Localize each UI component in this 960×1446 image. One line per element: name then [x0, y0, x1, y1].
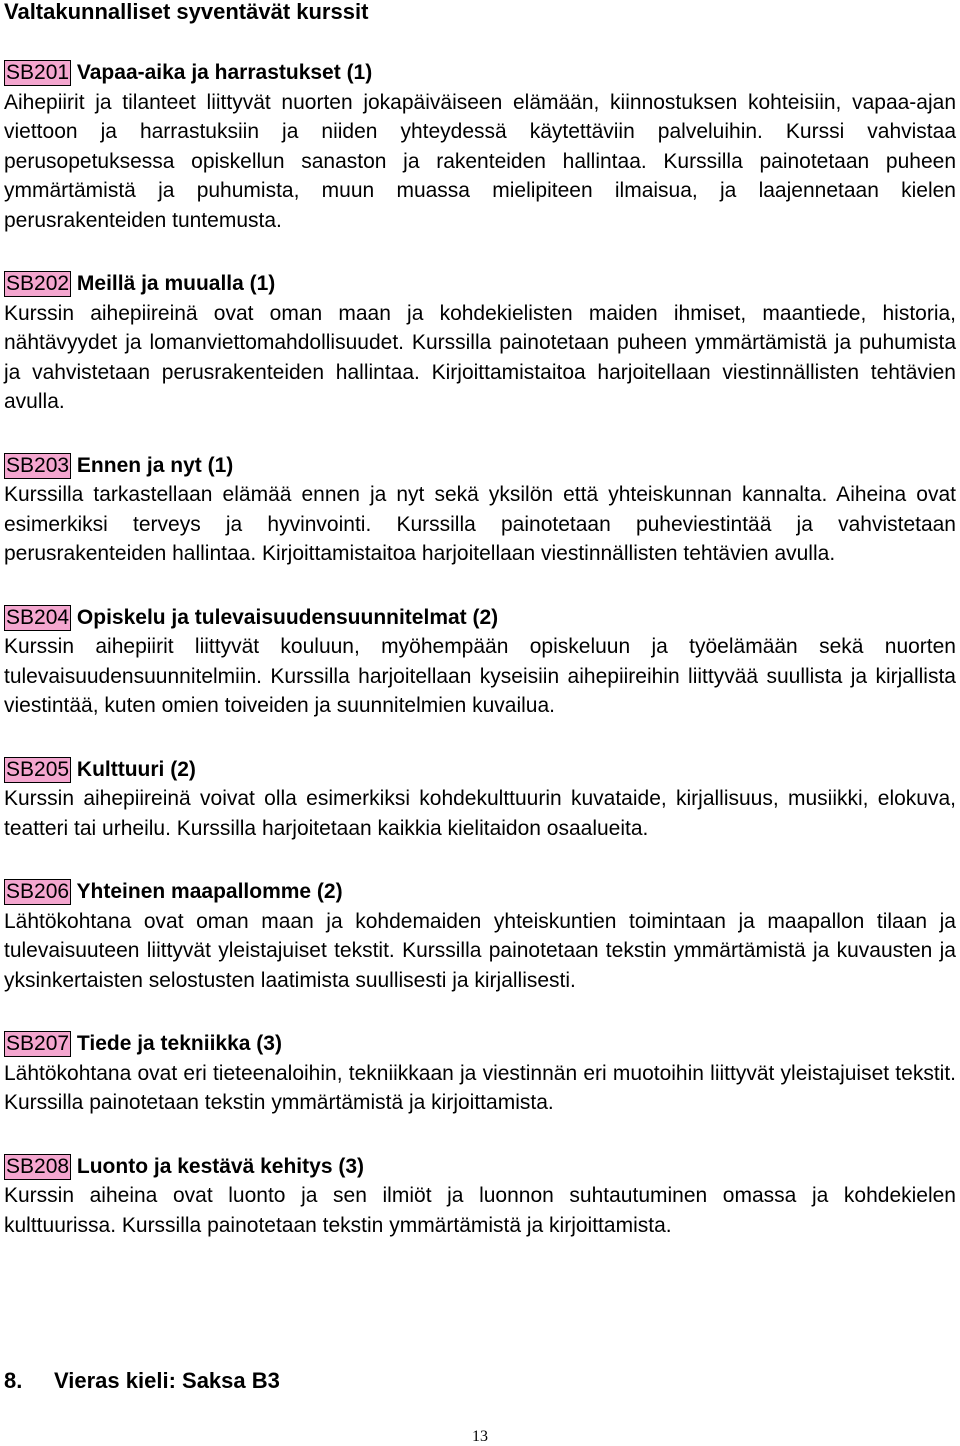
course-code: SB205	[6, 757, 70, 781]
course-name: Luonto ja kestävä kehitys (3)	[76, 1154, 364, 1178]
course-code: SB203	[6, 453, 70, 477]
course-name: Ennen ja nyt (1)	[76, 453, 234, 477]
course-heading	[4, 877, 956, 907]
page-number: 13	[472, 1428, 488, 1445]
course-sb202	[4, 269, 956, 417]
course-sb201	[4, 58, 956, 235]
page-title: Valtakunnalliset syventävät kurssit	[4, 0, 369, 24]
course-sb206	[4, 877, 956, 995]
course-heading	[4, 1029, 956, 1059]
course-description: Lähtökohtana ovat eri tieteenaloihin, tekniikkaan ja viestinnän eri muotoihin liittyvät yleistajuiset tekstit. Kurssilla painotetaan tekstin ymmärtämistä ja kirjoittamista.	[4, 1061, 956, 1114]
course-description: Aihepiirit ja tilanteet liittyvät nuorten jokapäiväiseen elämään, kiinnostuksen kohteisiin, vapaa-ajan viettoon ja harrastuksiin ja niiden yhteydessä käytettäviin palveluihin. Kurssi vahvistaa perusopetuksessa opiskellun sanaston ja rakenteiden hallintaa. Kurssilla painotetaan puheen ymmärtämistä ja puhumista, muun muassa mielipiteen ilmaisua, ja laajennetaan kielen perusrakenteiden tuntemusta.	[4, 90, 956, 232]
course-heading	[4, 451, 956, 481]
course-description: Kurssilla tarkastellaan elämää ennen ja nyt sekä yksilön että yhteiskunnan kannalta. Aiheina ovat esimerkiksi terveys ja hyvinvointi. Kurssilla painotetaan puheviestintää ja vahvistetaan perusrakenteiden hallintaa. Kirjoittamistaitoa harjoitellaan viestinnällisten tehtävien avulla.	[4, 483, 956, 565]
course-description: Kurssin aihepiirit liittyvät kouluun, myöhempään opiskeluun ja työelämään sekä nuorten tulevaisuudensuunnitelmiin. Kurssilla harjoitellaan kyseisiin aihepiireihin liittyvää suullista ja kirjallista viestintää, kuten omien toiveiden ja suunnitelmien kuvailua.	[4, 635, 956, 717]
course-heading	[4, 58, 956, 88]
course-description: Kurssin aihepiireinä ovat oman maan ja kohdekielisten maiden ihmiset, maantiede, historia, nähtävyydet ja lomanviettomahdollisuudet. Kurssilla painotetaan puheen ymmärtämistä ja puhumista ja vahvistetaan perusrakenteiden hallintaa. Kirjoittamistaitoa harjoitellaan viestinnällisten tehtävien avulla.	[4, 301, 956, 413]
course-name: Kulttuuri (2)	[76, 757, 196, 781]
course-description: Kurssin aihepiireinä voivat olla esimerkiksi kohdekulttuurin kuvataide, kirjallisuus, musiikki, elokuva, teatteri tai urheilu. Kurssilla harjoitetaan kaikkia kielitaidon osaalueita.	[4, 787, 956, 840]
course-name: Yhteinen maapallomme (2)	[76, 880, 343, 903]
section-title: Vieras kieli: Saksa B3	[54, 1368, 280, 1393]
course-heading	[4, 603, 956, 633]
course-code: SB204	[6, 605, 70, 629]
course-list	[4, 58, 956, 1240]
course-code: SB201	[6, 61, 70, 84]
course-code: SB208	[6, 1154, 70, 1178]
next-section-heading	[4, 1367, 280, 1395]
course-name: Tiede ja tekniikka (3)	[76, 1032, 282, 1055]
course-code: SB202	[6, 272, 70, 295]
section-number: 8.	[4, 1368, 23, 1393]
course-sb205	[4, 755, 956, 844]
course-code: SB207	[6, 1032, 70, 1055]
course-sb203	[4, 451, 956, 569]
course-sb208	[4, 1152, 956, 1241]
course-description: Lähtökohtana ovat oman maan ja kohdemaiden yhteiskuntien toimintaan ja maapallon tilaan ja tulevaisuuteen liittyvät yleistajuiset tekstit. Kurssilla painotetaan tekstin ymmärtämistä ja kuvausten ja yksinkertaisten selostusten laatimista suullisesti ja kirjallisesti.	[4, 909, 956, 992]
course-sb204	[4, 603, 956, 721]
course-name: Opiskelu ja tulevaisuudensuunnitelmat (2)	[76, 605, 499, 629]
course-name: Meillä ja muualla (1)	[76, 272, 276, 295]
course-description: Kurssin aiheina ovat luonto ja sen ilmiöt ja luonnon suhtautuminen omassa ja kohdekielen kulttuurissa. Kurssilla painotetaan tekstin ymmärtämistä ja kirjoittamista.	[4, 1184, 956, 1237]
course-heading	[4, 755, 956, 785]
course-heading	[4, 1152, 956, 1182]
course-name: Vapaa-aika ja harrastukset (1)	[76, 61, 373, 84]
course-sb207	[4, 1029, 956, 1118]
document-page	[4, 0, 956, 1240]
course-heading	[4, 269, 956, 299]
course-code: SB206	[6, 880, 70, 903]
